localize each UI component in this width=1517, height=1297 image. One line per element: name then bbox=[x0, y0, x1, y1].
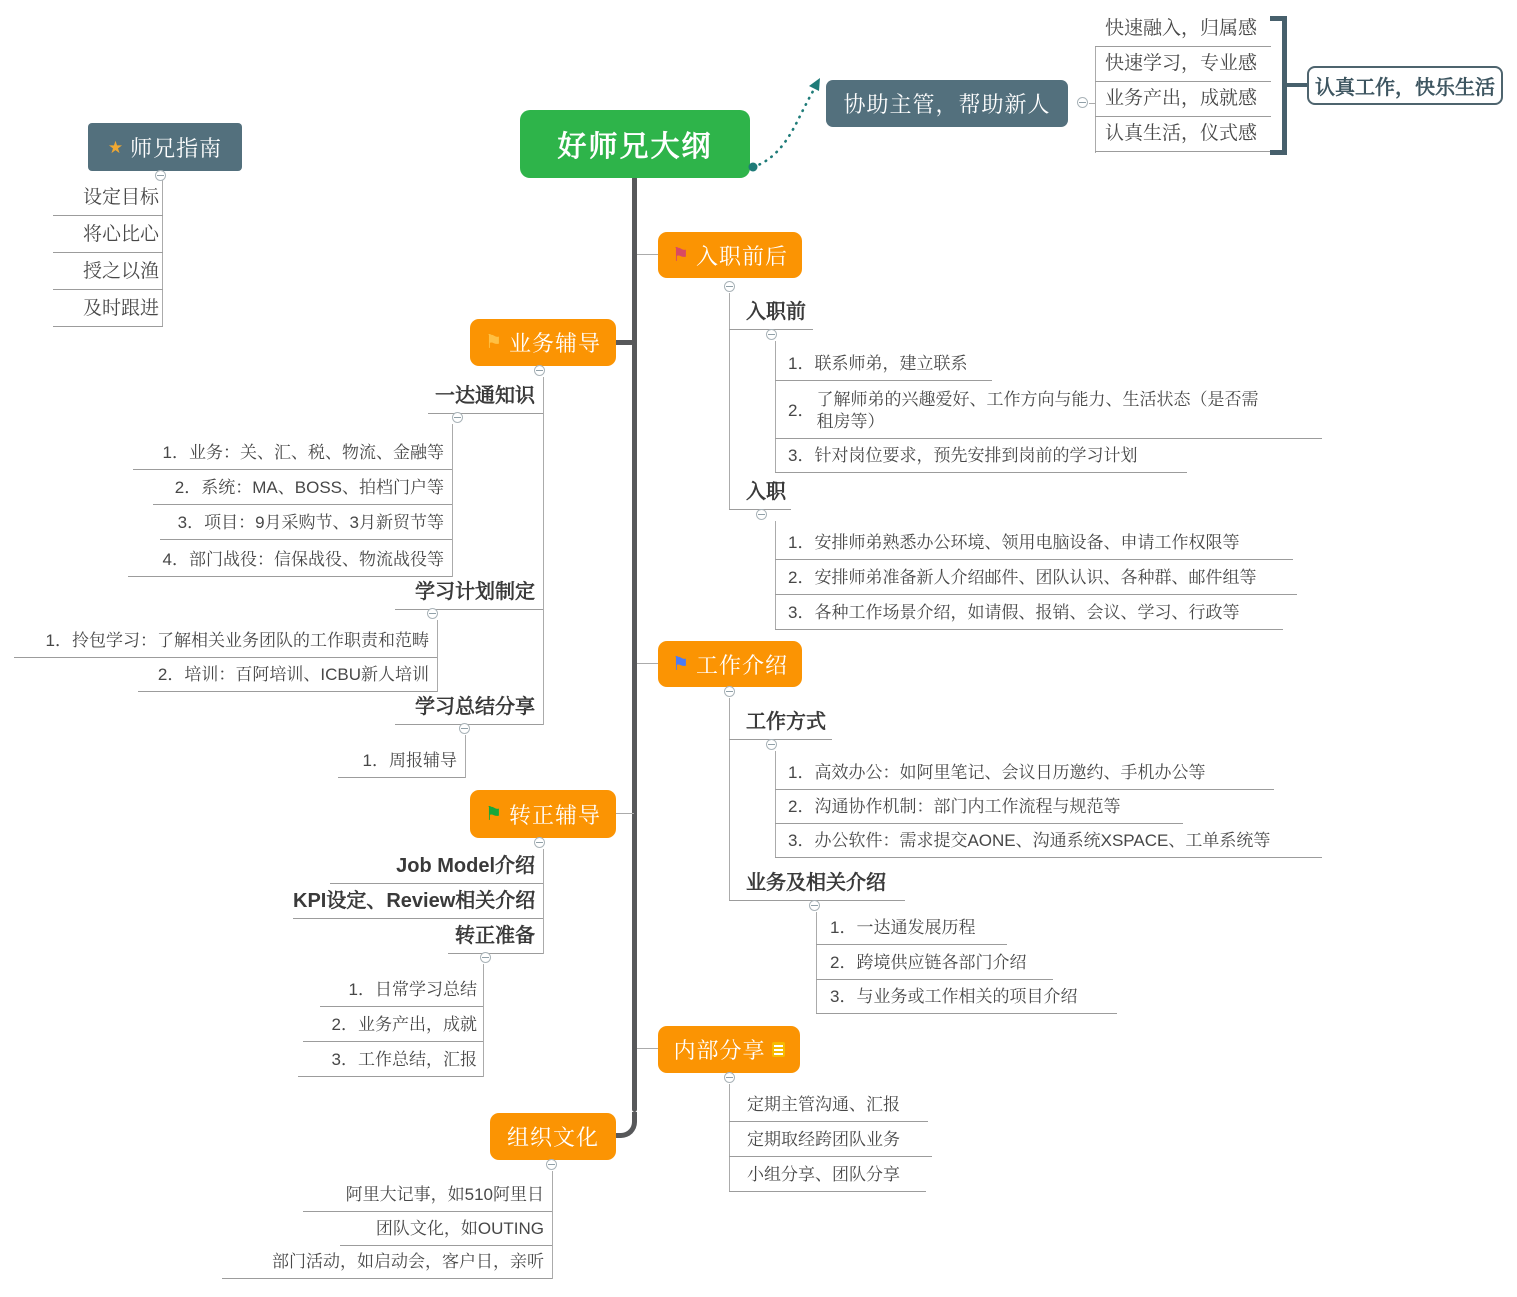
topic[interactable]: 3．与业务或工作相关的项目介绍 bbox=[816, 986, 1117, 1014]
branch-culture[interactable] bbox=[490, 1113, 616, 1160]
topic[interactable]: 3．办公软件：需求提交AONE、沟通系统XSPACE、工单系统等 bbox=[775, 830, 1322, 858]
collapse-toggle[interactable] bbox=[452, 412, 463, 423]
topic-header[interactable]: 学习总结分享 bbox=[395, 694, 543, 725]
flag-icon: ⚑ bbox=[484, 803, 504, 825]
collapse-toggle[interactable] bbox=[766, 329, 777, 340]
connector-line bbox=[437, 620, 438, 692]
note-icon bbox=[772, 1042, 785, 1057]
collapse-toggle[interactable] bbox=[724, 686, 735, 697]
collapse-toggle[interactable] bbox=[427, 608, 438, 619]
relationship-arrow bbox=[740, 68, 840, 178]
topic[interactable]: 4．部门战役：信保战役、物流战役等 bbox=[128, 549, 452, 577]
topic-text: 了解师弟的兴趣爱好、工作方向与能力、生活状态（是否需租房等） bbox=[816, 390, 1259, 431]
collapse-toggle[interactable] bbox=[724, 281, 735, 292]
collapse-toggle[interactable] bbox=[766, 739, 777, 750]
branch-label: 入职前后 bbox=[696, 243, 789, 269]
topic[interactable]: 3．各种工作场景介绍，如请假、报销、会议、学习、行政等 bbox=[775, 602, 1283, 630]
topic[interactable]: 授之以渔 bbox=[53, 260, 163, 290]
central-topic[interactable] bbox=[520, 110, 750, 178]
branch-promo[interactable] bbox=[470, 790, 616, 838]
spine-connector bbox=[632, 176, 637, 1112]
flag-icon: ⚑ bbox=[484, 332, 504, 353]
collapse-toggle[interactable] bbox=[155, 170, 166, 181]
collapse-toggle[interactable] bbox=[724, 1072, 735, 1083]
floating-topic-assist[interactable] bbox=[826, 80, 1068, 127]
topic[interactable]: 小组分享、团队分享 bbox=[729, 1164, 926, 1192]
topic[interactable]: 1．拎包学习：了解相关业务团队的工作职责和范畴 bbox=[14, 630, 437, 658]
topic[interactable] bbox=[775, 389, 1322, 439]
topic[interactable]: 1．联系师弟，建立联系 bbox=[775, 353, 992, 381]
topic-header[interactable]: 入职 bbox=[729, 479, 791, 510]
branch-work[interactable] bbox=[658, 641, 802, 687]
topic[interactable]: 团队文化，如OUTING bbox=[340, 1218, 552, 1246]
topic[interactable]: 部门活动，如启动会，客户日，亲听 bbox=[222, 1251, 552, 1279]
topic[interactable]: 1．一达通发展历程 bbox=[816, 917, 1007, 945]
floating-topic-guide[interactable] bbox=[88, 123, 242, 171]
branch-onboarding[interactable] bbox=[658, 232, 802, 278]
topic[interactable]: 快速学习，专业感 bbox=[1095, 52, 1271, 82]
branch-label: 内部分享 bbox=[673, 1038, 766, 1063]
summary-topic[interactable] bbox=[1307, 66, 1503, 105]
branch-biz[interactable] bbox=[470, 319, 616, 366]
central-topic-label: 好师兄大纲 bbox=[557, 130, 713, 163]
topic[interactable]: 3．工作总结，汇报 bbox=[298, 1049, 483, 1077]
topic[interactable]: 3．项目：9月采购节、3月新贸节等 bbox=[160, 512, 452, 540]
topic-header[interactable]: 业务及相关介绍 bbox=[729, 870, 905, 901]
connector-line bbox=[616, 813, 634, 814]
connector-line bbox=[465, 735, 466, 778]
topic[interactable]: 认真生活，仪式感 bbox=[1095, 122, 1271, 152]
connector-line bbox=[552, 1171, 553, 1279]
topic[interactable]: 阿里大记事，如510阿里日 bbox=[303, 1184, 552, 1212]
topic[interactable]: 2．系统：MA、BOSS、拍档门户等 bbox=[153, 477, 452, 505]
connector-line bbox=[637, 663, 658, 664]
connector-line bbox=[452, 424, 453, 577]
topic[interactable]: 快速融入，归属感 bbox=[1095, 17, 1271, 47]
topic[interactable]: 1．安排师弟熟悉办公环境、领用电脑设备、申请工作权限等 bbox=[775, 532, 1293, 560]
topic[interactable]: 1．日常学习总结 bbox=[320, 979, 483, 1007]
topic[interactable]: 1．周报辅导 bbox=[338, 750, 465, 778]
collapse-toggle[interactable] bbox=[480, 952, 491, 963]
topic[interactable]: 3．针对岗位要求，预先安排到岗前的学习计划 bbox=[775, 445, 1187, 473]
topic[interactable]: 设定目标 bbox=[53, 186, 163, 216]
collapse-toggle[interactable] bbox=[1077, 97, 1088, 108]
connector-line bbox=[483, 964, 484, 1077]
boundary-bracket bbox=[1287, 83, 1307, 87]
topic-header[interactable]: 一达通知识 bbox=[428, 383, 543, 414]
flag-icon: ⚑ bbox=[671, 653, 691, 675]
collapse-toggle[interactable] bbox=[534, 365, 545, 376]
topic[interactable]: 2．安排师弟准备新人介绍邮件、团队认识、各种群、邮件组等 bbox=[775, 567, 1297, 595]
connector-line bbox=[543, 377, 544, 725]
connector-line bbox=[637, 254, 658, 255]
boundary-bracket bbox=[1270, 150, 1287, 155]
branch-share[interactable] bbox=[658, 1026, 800, 1073]
topic[interactable]: 2．沟通协作机制：部门内工作流程与规范等 bbox=[775, 796, 1183, 824]
collapse-toggle[interactable] bbox=[756, 509, 767, 520]
connector-line bbox=[543, 849, 544, 954]
topic[interactable]: 1．高效办公：如阿里笔记、会议日历邀约、手机办公等 bbox=[775, 762, 1274, 790]
topic[interactable]: 1．业务：关、汇、税、物流、金融等 bbox=[133, 442, 452, 470]
star-icon: ★ bbox=[107, 137, 125, 157]
topic[interactable]: 定期主管沟通、汇报 bbox=[729, 1094, 928, 1122]
topic-header[interactable]: 工作方式 bbox=[729, 709, 832, 740]
topic-header[interactable]: Job Model介绍 bbox=[330, 853, 543, 884]
topic-header[interactable]: 转正准备 bbox=[448, 923, 543, 954]
summary-label: 认真工作，快乐生活 bbox=[1315, 77, 1495, 99]
boundary-bracket bbox=[1270, 16, 1287, 21]
topic[interactable]: 2．业务产出，成就 bbox=[303, 1014, 483, 1042]
flag-icon: ⚑ bbox=[671, 244, 691, 266]
topic[interactable]: 及时跟进 bbox=[53, 297, 163, 327]
topic-number: 2． bbox=[788, 401, 815, 420]
topic-header[interactable]: 学习计划制定 bbox=[395, 579, 543, 610]
collapse-toggle[interactable] bbox=[546, 1159, 557, 1170]
collapse-toggle[interactable] bbox=[534, 837, 545, 848]
branch-label: 业务辅导 bbox=[509, 331, 602, 356]
collapse-toggle[interactable] bbox=[459, 723, 470, 734]
topic[interactable]: 2．跨境供应链各部门介绍 bbox=[816, 952, 1053, 980]
topic[interactable]: 业务产出，成就感 bbox=[1095, 87, 1271, 117]
assist-title: 协助主管，帮助新人 bbox=[843, 92, 1051, 117]
topic[interactable]: 定期取经跨团队业务 bbox=[729, 1129, 932, 1157]
topic[interactable]: 将心比心 bbox=[53, 223, 163, 253]
connector-line bbox=[637, 1048, 658, 1049]
guide-title: 师兄指南 bbox=[130, 135, 223, 161]
topic-header[interactable]: 入职前 bbox=[729, 299, 813, 330]
branch-label: 转正辅导 bbox=[509, 802, 602, 828]
collapse-toggle[interactable] bbox=[809, 900, 820, 911]
branch-label: 组织文化 bbox=[506, 1125, 599, 1150]
topic[interactable]: 2．培训：百阿培训、ICBU新人培训 bbox=[138, 664, 437, 692]
branch-label: 工作介绍 bbox=[696, 652, 789, 678]
topic-header[interactable]: KPI设定、Review相关介绍 bbox=[293, 888, 543, 919]
